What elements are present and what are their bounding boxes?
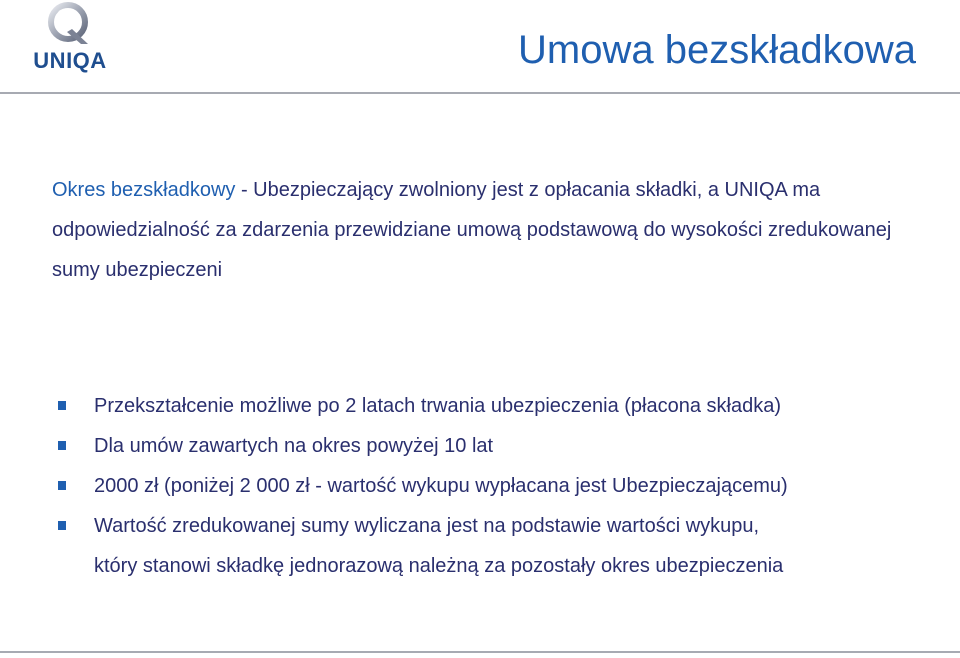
bullet-text: Dla umów zawartych na okres powyżej 10 lat [94,435,494,457]
uniqa-logo [24,2,116,72]
bullet-item [0,466,960,506]
square-bullet-icon [58,441,66,450]
bullet-continuation [0,546,960,586]
intro-text: - Ubezpieczający zwolniony jest z opłacania składki, a UNIQA ma odpowiedzialność za zdarzenia przewidziane umową podstawową do wysokości zredukowanej sumy ubezpieczeni [52,179,892,281]
bullet-item [0,506,960,546]
bullet-text: Przekształcenie możliwe po 2 latach trwania ubezpieczenia (płacona składka) [94,395,782,417]
bullet-item [0,386,960,426]
square-bullet-icon [58,401,66,410]
bullet-text: Wartość zredukowanej sumy wyliczana jest na podstawie wartości wykupu, [94,515,760,537]
logo-wordmark: UNIQA [33,48,107,73]
bullet-text: który stanowi składkę jednorazową należną za pozostały okres ubezpieczenia [94,555,784,577]
intro-paragraph [52,170,922,290]
bullet-item [0,426,960,466]
footer-divider [0,651,960,653]
page-title: Umowa bezskładkowa [518,28,916,72]
bullet-text: 2000 zł (poniżej 2 000 zł - wartość wykupu wypłacana jest Ubezpieczającemu) [94,475,788,497]
uniqa-q-logo-icon [46,2,94,46]
square-bullet-icon [58,521,66,530]
bullet-list [0,386,960,586]
title-divider [0,92,960,94]
square-bullet-icon [58,481,66,490]
intro-lead: Okres bezskładkowy [52,179,236,201]
